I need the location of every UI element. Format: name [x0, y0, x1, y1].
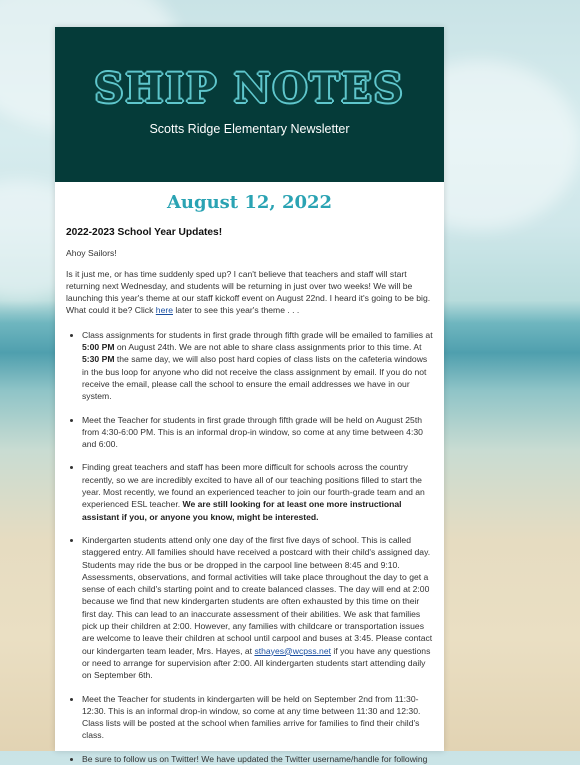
newsletter-subtitle: Scotts Ridge Elementary Newsletter	[149, 122, 350, 136]
bullet-text: the same day, we will also post hard copies of class lists on the cafeteria windows in the bus loop for anyone who did not receive the class assignment by email. If you do not receive the email, please call the school to ensure the email addresses we have in our system.	[82, 354, 428, 402]
list-item	[82, 534, 433, 682]
greeting-text: Ahoy Sailors!	[66, 248, 117, 259]
newsletter-card	[55, 27, 444, 764]
bullet-text: Kindergarten students attend only one day of the first five days of school. This is called staggered entry. All families should have received a postcard with their child's assigned day. Students may ride the bus or be dropped in the carpool line between 8:45 and 9:10. Assessments, observations, and formal activities will take place throughout the day to get a sense of each child's starting point and to create balanced classes. The day will end at 2:00 because we find that new kindergarten students are often exhausted by this time on their first day. This can lead to an inaccurate assessment of their abilities. We ask that families pick up their children at 2:00. However, any families with childcare or transportation issues are welcome to leave their children at school until carpool and buses at 3:45. Please contact our kindergarten team leader, Mrs. Hayes, at	[82, 534, 433, 656]
list-item	[82, 753, 433, 765]
bullet-bold: 5:30 PM	[82, 354, 115, 365]
list-item	[82, 461, 433, 522]
updates-list	[66, 329, 433, 765]
bullet-bold: We are still looking for at least one more instructional assistant if you, or anyone you know, might be interested.	[82, 499, 402, 522]
bullet-text: on August 24th. We are not able to share class assignments prior to this time. At	[114, 342, 422, 353]
bullet-text: Meet the Teacher for students in first grade through fifth grade will be held on August 25th from 4:30-6:00 PM. This is an informal drop-in window, so come at any time between 4:30 and 6:00.	[82, 414, 423, 450]
list-item	[82, 329, 433, 403]
intro-text: Is it just me, or has time suddenly sped up? I can't believe that teachers and staff will start returning next Wednesday, and students will be returning in just over two weeks! We will be launching this year's theme at our staff kickoff event on August 22nd. I heard it's going to be big. What could it be? Click	[66, 268, 431, 316]
newsletter-title: SHIP NOTES	[94, 65, 405, 112]
bullet-text: Class assignments for students in first grade through fifth grade will be emailed to families at	[82, 329, 433, 340]
bullet-text: Finding great teachers and staff has been more difficult for schools across the country recently, so we are incredibly excited to have all of our teaching positions filled to start the year. Most recently, we found an experienced teacher to join our fourth-grade team and an experienced ESL teacher.	[82, 462, 425, 510]
newsletter-date: August 12, 2022	[166, 192, 333, 213]
bullet-text: if you have any questions or need to arrange for supervision after 2:00. All kindergarten students start attending daily on September 6th.	[82, 645, 431, 681]
email-link[interactable]: sthayes@wcpss.net	[254, 645, 331, 656]
list-item	[82, 414, 433, 451]
bullet-bold: 5:00 PM	[82, 342, 115, 353]
bullet-text: Meet the Teacher for students in kindergarten will be held on September 2nd from 11:30-12:30. This is an informal drop-in window, so come at any time between 11:30 and 12:30. Class lists will be posted at the school when families arrive for families to find their child's class.	[82, 693, 421, 741]
section-heading: 2022-2023 School Year Updates!	[66, 227, 223, 238]
newsletter-header	[55, 27, 444, 182]
theme-link[interactable]: here	[155, 305, 173, 316]
list-item	[82, 693, 433, 742]
newsletter-body	[55, 227, 444, 765]
intro-paragraph	[66, 268, 433, 317]
bullet-text: Be sure to follow us on Twitter! We have updated the Twitter username/handle for following	[82, 753, 428, 764]
intro-text-end: later to see this year's theme . . .	[173, 305, 300, 316]
